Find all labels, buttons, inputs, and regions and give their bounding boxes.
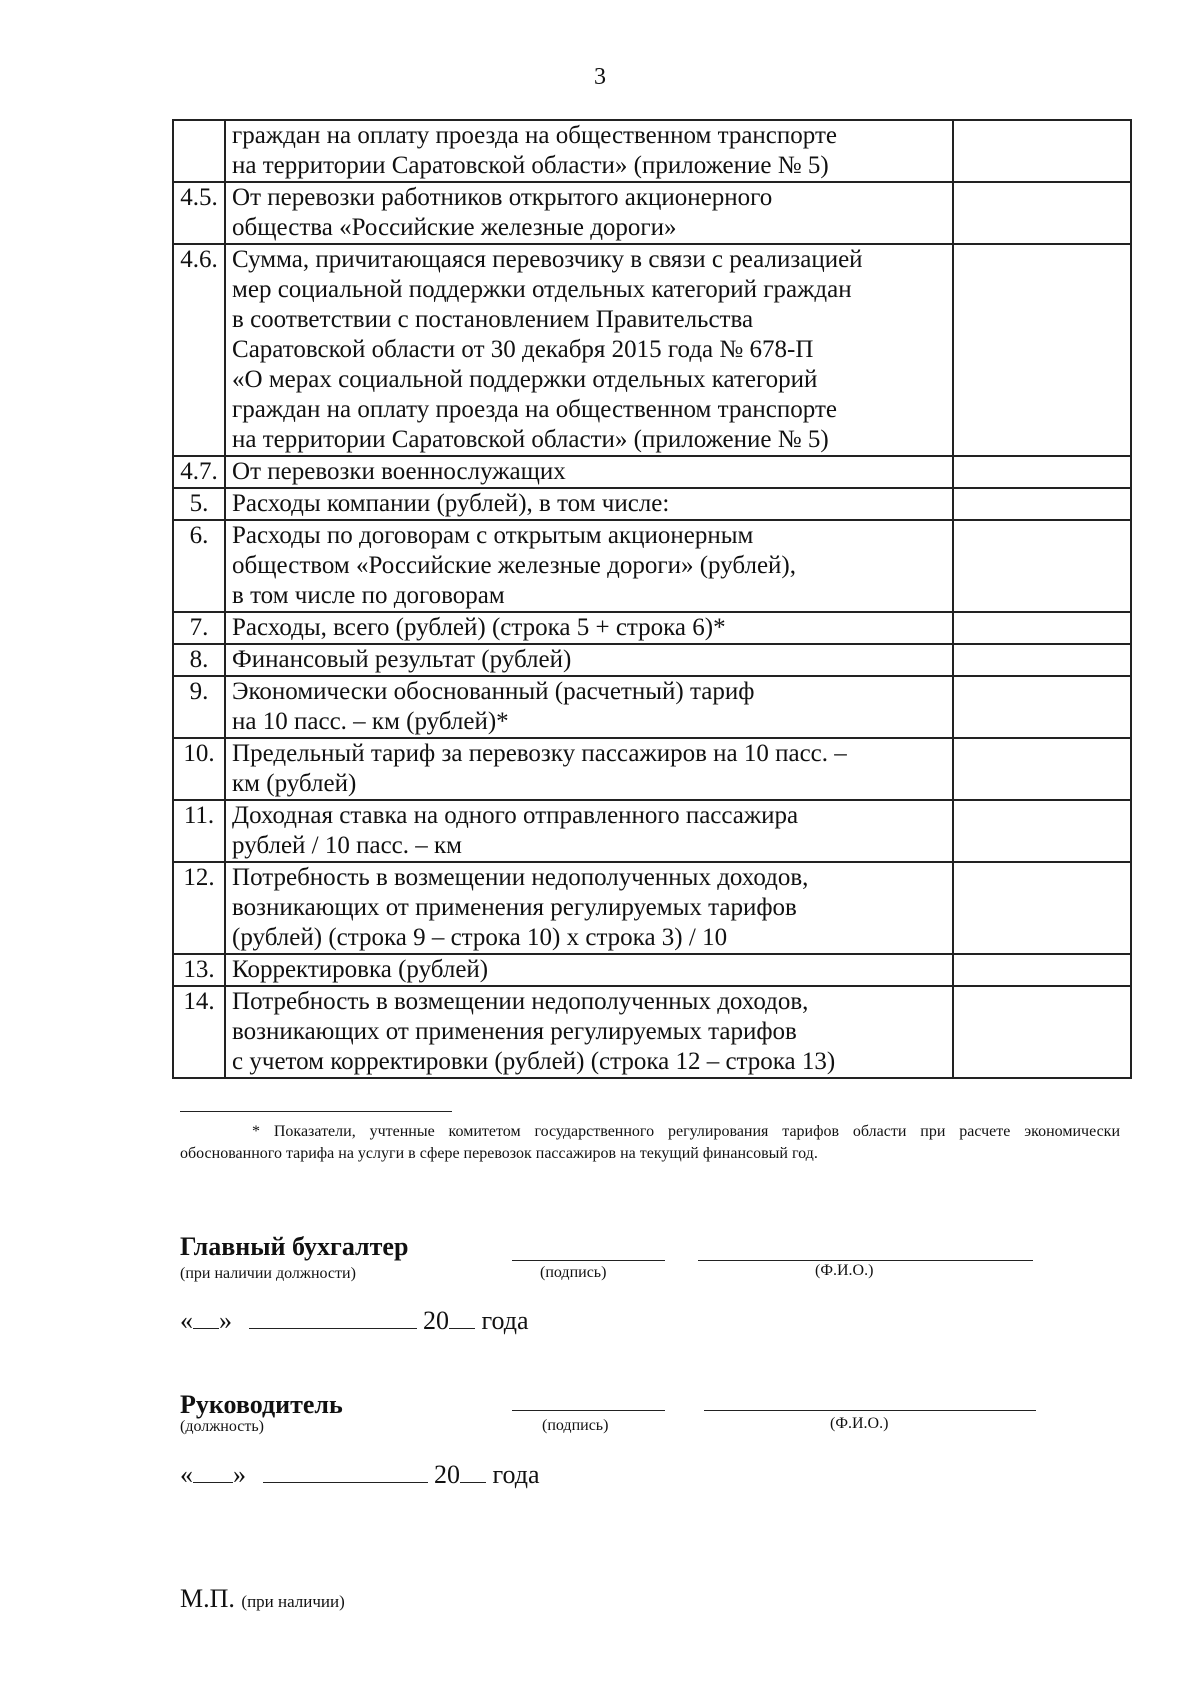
row-number: 14. [173, 986, 225, 1078]
table-row [173, 986, 1131, 1078]
description-line: От перевозки работников открытого акционерного [232, 184, 773, 211]
description-line: Саратовской области от 30 декабря 2015 года № 678-П [232, 336, 814, 363]
description-line: Потребность в возмещении недополученных доходов, [232, 988, 809, 1015]
table-row [173, 244, 1131, 456]
accountant-signature-label: (подпись) [540, 1264, 607, 1281]
head-year-prefix: 20 [434, 1460, 460, 1489]
row-value-cell[interactable] [953, 244, 1131, 456]
head-name-label: (Ф.И.О.) [830, 1415, 889, 1432]
head-year-blank[interactable] [460, 1460, 486, 1483]
head-title: Руководитель [180, 1390, 343, 1419]
row-number [173, 120, 225, 182]
row-number: 8. [173, 644, 225, 676]
description-line: граждан на оплату проезда на общественном транспорте [232, 122, 837, 149]
description-line: возникающих от применения регулируемых тарифов [232, 894, 797, 921]
row-description [225, 244, 953, 456]
description-line: с учетом корректировки (рублей) (строка 12 – строка 13) [232, 1048, 836, 1075]
description-line: Сумма, причитающаяся перевозчику в связи с реализацией [232, 246, 863, 273]
table-row [173, 612, 1131, 644]
row-number: 7. [173, 612, 225, 644]
row-number: 12. [173, 862, 225, 954]
row-description [225, 120, 953, 182]
row-description [225, 800, 953, 862]
row-number: 6. [173, 520, 225, 612]
table-row [173, 862, 1131, 954]
description-line: Корректировка (рублей) [232, 956, 489, 983]
row-value-cell[interactable] [953, 456, 1131, 488]
row-description [225, 520, 953, 612]
head-name-line[interactable] [704, 1410, 1036, 1411]
row-description [225, 456, 953, 488]
description-line: Доходная ставка на одного отправленного пассажира [232, 802, 799, 829]
description-line: Расходы по договорам с открытым акционерным [232, 522, 754, 549]
description-line: на 10 пасс. – км (рублей)* [232, 708, 509, 735]
stamp-label: М.П. [180, 1584, 235, 1613]
row-description [225, 862, 953, 954]
row-value-cell[interactable] [953, 520, 1131, 612]
accountant-name-label: (Ф.И.О.) [815, 1262, 874, 1279]
description-line: граждан на оплату проезда на общественном транспорте [232, 396, 837, 423]
date-open-quote: « [180, 1306, 193, 1335]
head-year-suffix: года [492, 1460, 540, 1489]
row-number: 4.7. [173, 456, 225, 488]
footnote-divider [180, 1111, 452, 1112]
date-close-quote: » [233, 1460, 246, 1489]
row-value-cell[interactable] [953, 800, 1131, 862]
description-line: мер социальной поддержки отдельных категорий граждан [232, 276, 852, 303]
stamp-note: (при наличии) [241, 1592, 345, 1611]
table-row [173, 456, 1131, 488]
table-row [173, 644, 1131, 676]
row-value-cell[interactable] [953, 738, 1131, 800]
row-description [225, 644, 953, 676]
row-description [225, 954, 953, 986]
row-number: 5. [173, 488, 225, 520]
row-value-cell[interactable] [953, 120, 1131, 182]
description-line: Расходы компании (рублей), в том числе: [232, 490, 670, 517]
description-line: Экономически обоснованный (расчетный) тариф [232, 678, 755, 705]
head-date-row [180, 1460, 540, 1490]
description-line: рублей / 10 пасс. – км [232, 832, 462, 859]
accountant-year-suffix: года [481, 1306, 529, 1335]
description-line: км (рублей) [232, 770, 357, 797]
stamp-place [180, 1584, 345, 1614]
date-close-quote: » [219, 1306, 232, 1335]
head-day-blank[interactable] [193, 1460, 233, 1483]
row-description [225, 676, 953, 738]
accountant-year-blank[interactable] [449, 1306, 475, 1329]
accountant-subtitle: (при наличии должности) [180, 1265, 356, 1282]
table-row [173, 954, 1131, 986]
head-signature-line[interactable] [512, 1410, 665, 1411]
accountant-name-line[interactable] [698, 1260, 1033, 1261]
table-row [173, 800, 1131, 862]
row-description [225, 182, 953, 244]
head-subtitle: (должность) [180, 1418, 264, 1435]
row-value-cell[interactable] [953, 862, 1131, 954]
row-description [225, 612, 953, 644]
row-value-cell[interactable] [953, 182, 1131, 244]
row-number: 4.6. [173, 244, 225, 456]
description-line: Расходы, всего (рублей) (строка 5 + строка 6)* [232, 614, 726, 641]
accountant-day-blank[interactable] [193, 1306, 219, 1329]
head-signature-label: (подпись) [542, 1417, 609, 1434]
row-value-cell[interactable] [953, 676, 1131, 738]
report-table [172, 119, 1132, 1079]
row-value-cell[interactable] [953, 488, 1131, 520]
accountant-month-blank[interactable] [249, 1306, 417, 1329]
table-row [173, 120, 1131, 182]
accountant-signature-line[interactable] [512, 1260, 665, 1261]
accountant-date-row [180, 1306, 529, 1336]
row-number: 9. [173, 676, 225, 738]
description-line: Потребность в возмещении недополученных доходов, [232, 864, 809, 891]
row-value-cell[interactable] [953, 644, 1131, 676]
row-number: 11. [173, 800, 225, 862]
row-description [225, 738, 953, 800]
row-number: 13. [173, 954, 225, 986]
row-value-cell[interactable] [953, 986, 1131, 1078]
row-description [225, 488, 953, 520]
page-number: 3 [594, 64, 606, 90]
head-month-blank[interactable] [263, 1460, 428, 1483]
row-value-cell[interactable] [953, 954, 1131, 986]
description-line: возникающих от применения регулируемых тарифов [232, 1018, 797, 1045]
description-line: Финансовый результат (рублей) [232, 646, 572, 673]
description-line: в том числе по договорам [232, 582, 505, 609]
description-line: общества «Российские железные дороги» [232, 214, 677, 241]
table-row [173, 182, 1131, 244]
row-number: 4.5. [173, 182, 225, 244]
accountant-title: Главный бухгалтер [180, 1232, 409, 1261]
description-line: на территории Саратовской области» (приложение № 5) [232, 426, 829, 453]
description-line: Предельный тариф за перевозку пассажиров на 10 пасс. – [232, 740, 847, 767]
table-row [173, 520, 1131, 612]
row-value-cell[interactable] [953, 612, 1131, 644]
table-row [173, 676, 1131, 738]
description-line: «О мерах социальной поддержки отдельных категорий [232, 366, 818, 393]
report-table-body [173, 120, 1131, 1078]
table-row [173, 738, 1131, 800]
description-line: на территории Саратовской области» (приложение № 5) [232, 152, 829, 179]
accountant-year-prefix: 20 [423, 1306, 449, 1335]
description-line: в соответствии с постановлением Правительства [232, 306, 754, 333]
description-line: (рублей) (строка 9 – строка 10) х строка 3) / 10 [232, 924, 728, 951]
footnote-text: * Показатели, учтенные комитетом государственного регулирования тарифов области при расчете экономически обоснованного тарифа на услуги в сфере перевозок пассажиров на текущий финансовый год. [180, 1123, 1120, 1162]
row-description [225, 986, 953, 1078]
table-row [173, 488, 1131, 520]
description-line: обществом «Российские железные дороги» (рублей), [232, 552, 796, 579]
description-line: От перевозки военнослужащих [232, 458, 566, 485]
date-open-quote: « [180, 1460, 193, 1489]
row-number: 10. [173, 738, 225, 800]
